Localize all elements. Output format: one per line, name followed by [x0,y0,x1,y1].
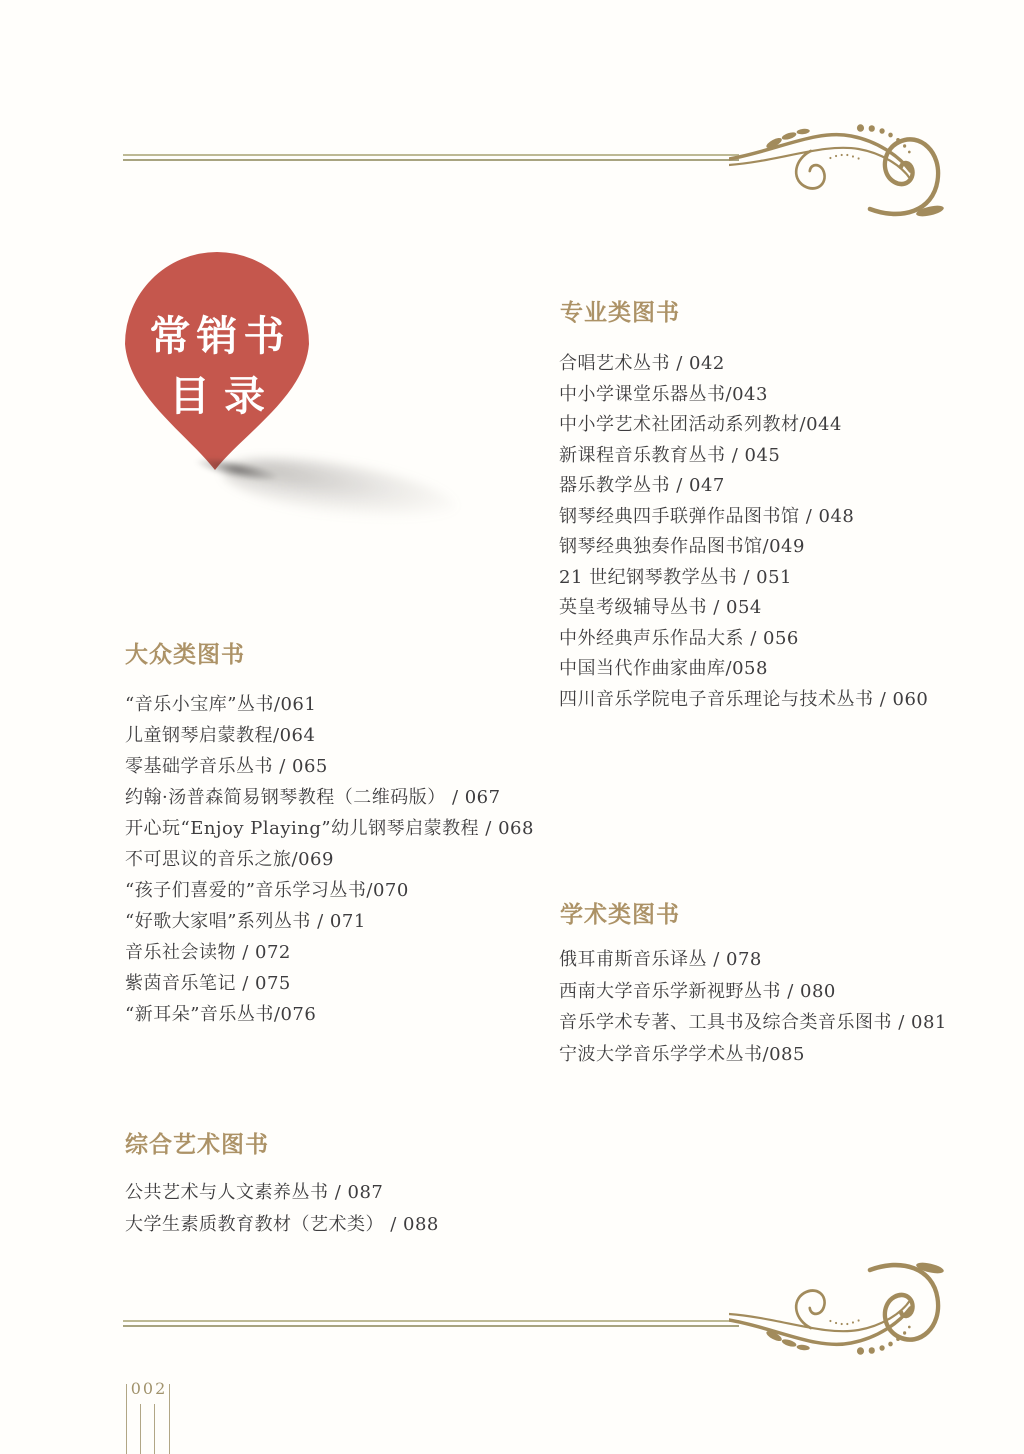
section-title-comprehensive: 综合艺术图书 [125,1132,269,1158]
toc-item: “新耳朵”音乐丛书/076 [125,1004,317,1025]
page-number-rule [140,1404,141,1454]
toc-item: “音乐小宝库”丛书/061 [125,694,317,715]
section-title-popular: 大众类图书 [125,642,245,668]
swirl-flourish-icon [729,118,945,218]
toc-item: 开心玩“Enjoy Playing”幼儿钢琴启蒙教程 / 068 [125,818,534,839]
section-title-academic: 学术类图书 [560,902,680,928]
badge-title-line2: 目录 [169,372,279,420]
toc-item: 中小学课堂乐器丛书/043 [559,383,768,405]
page-number: 002 [130,1379,168,1398]
toc-item: 公共艺术与人文素养丛书 / 087 [125,1182,384,1203]
toc-item: 音乐学术专著、工具书及综合类音乐图书 / 081 [559,1012,947,1033]
toc-list-academic [559,944,947,1070]
toc-item: 大学生素质教育教材（艺术类） / 088 [125,1213,439,1235]
toc-item: 四川音乐学院电子音乐理论与技术丛书 / 060 [559,688,929,710]
bestseller-catalog-badge [121,246,313,478]
page-number-rule [126,1384,127,1454]
toc-item: 约翰·汤普森简易钢琴教程（二维码版） / 067 [125,787,501,808]
toc-item: 中外经典声乐作品大系 / 056 [559,627,799,649]
toc-item: 合唱艺术丛书 / 042 [559,353,725,374]
swirl-flourish-icon [729,1261,945,1361]
toc-item: 宁波大学音乐学学术丛书/085 [559,1043,805,1065]
toc-item: 新课程音乐教育丛书 / 045 [559,444,781,466]
balloon-pin-icon [121,246,313,478]
toc-item: 紫茵音乐笔记 / 075 [125,973,291,994]
top-horizontal-rule [123,154,739,161]
toc-item: 中小学艺术社团活动系列教材/044 [559,414,842,435]
toc-item: “孩子们喜爱的”音乐学习丛书/070 [125,880,409,901]
badge-title-line1: 常销书 [149,312,291,360]
toc-list-popular [125,689,534,1030]
toc-item: 不可思议的音乐之旅/069 [125,849,334,870]
toc-list-professional [559,349,928,715]
toc-item: 俄耳甫斯音乐译丛 / 078 [559,949,762,970]
toc-item: 儿童钢琴启蒙教程/064 [125,725,316,746]
toc-item: 英皇考级辅导丛书 / 054 [559,597,762,618]
toc-item: 器乐教学丛书 / 047 [559,475,725,496]
page-number-rule [154,1404,155,1454]
toc-item: 西南大学音乐学新视野丛书 / 080 [559,980,836,1002]
toc-item: 音乐社会读物 / 072 [125,942,291,963]
toc-item: 钢琴经典四手联弹作品图书馆 / 048 [559,505,855,527]
page-number-rule [169,1384,170,1454]
toc-list-comprehensive [125,1177,439,1240]
toc-item: 零基础学音乐丛书 / 065 [125,756,328,777]
toc-item: “好歌大家唱”系列丛书 / 071 [125,911,366,932]
toc-item: 21 世纪钢琴教学丛书 / 051 [559,566,792,588]
bottom-horizontal-rule [123,1320,739,1327]
toc-item: 钢琴经典独奏作品图书馆/049 [559,536,805,557]
section-title-professional: 专业类图书 [560,300,680,326]
badge-shadow-streak [219,446,460,534]
toc-item: 中国当代作曲家曲库/058 [559,658,768,679]
